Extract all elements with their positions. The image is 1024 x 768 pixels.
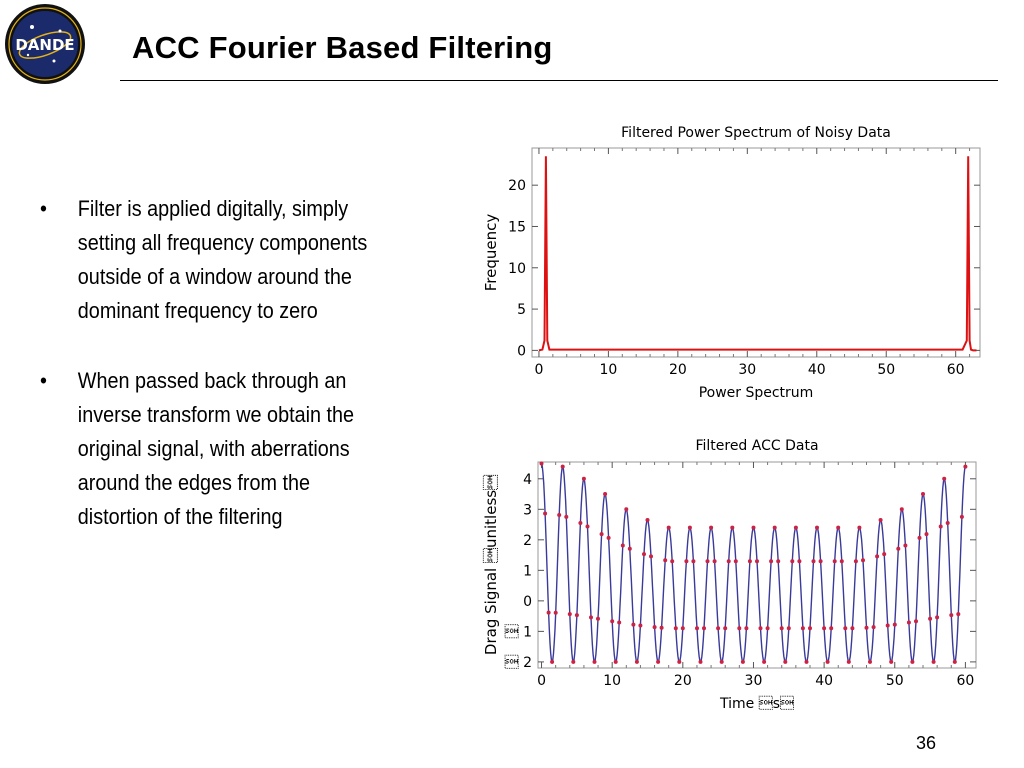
spectrum-series-line bbox=[539, 156, 977, 350]
x-tick-label: 10 bbox=[603, 673, 622, 689]
acc-data-point bbox=[787, 626, 791, 630]
y-tick-label: 4 bbox=[523, 471, 532, 488]
y-tick-label: 10 bbox=[508, 260, 526, 277]
acc-data-point bbox=[589, 615, 593, 619]
bullet-dot: • bbox=[40, 368, 47, 393]
acc-data-point bbox=[709, 526, 713, 530]
acc-data-point bbox=[684, 559, 688, 563]
page-number: 36 bbox=[916, 733, 937, 753]
x-tick-label: 20 bbox=[668, 362, 687, 378]
acc-data-point bbox=[635, 660, 639, 664]
x-tick-label: 0 bbox=[537, 673, 546, 689]
acc-data-point bbox=[688, 526, 692, 530]
acc-data-point bbox=[578, 521, 582, 525]
acc-data-point bbox=[723, 626, 727, 630]
x-tick-label: 50 bbox=[877, 362, 896, 378]
acc-data-point bbox=[716, 626, 720, 630]
x-tick-label: 60 bbox=[956, 673, 975, 689]
acc-data-point bbox=[776, 559, 780, 563]
acc-data-point bbox=[631, 623, 635, 627]
y-axis-label: Frequency bbox=[482, 213, 500, 292]
acc-data-point bbox=[677, 660, 681, 664]
acc-data-point bbox=[762, 660, 766, 664]
acc-data-point bbox=[833, 559, 837, 563]
acc-data-point bbox=[829, 626, 833, 630]
acc-data-point bbox=[840, 559, 844, 563]
acc-data-point bbox=[600, 532, 604, 536]
acc-data-point bbox=[621, 544, 625, 548]
acc-data-point bbox=[568, 612, 572, 616]
acc-data-point bbox=[557, 513, 561, 517]
acc-data-point bbox=[547, 611, 551, 615]
acc-data-point bbox=[554, 611, 558, 615]
acc-data-point bbox=[896, 547, 900, 551]
acc-data-point bbox=[886, 624, 890, 628]
acc-data-point bbox=[942, 477, 946, 481]
x-tick-label: 40 bbox=[815, 673, 834, 689]
acc-data-point bbox=[681, 626, 685, 630]
acc-data-point bbox=[918, 536, 922, 540]
acc-data-point bbox=[805, 660, 809, 664]
acc-data-point bbox=[847, 660, 851, 664]
acc-data-point bbox=[607, 536, 611, 540]
x-axis-label: Time s bbox=[719, 696, 795, 712]
acc-data-point bbox=[667, 526, 671, 530]
acc-data-point bbox=[960, 515, 964, 519]
acc-data-point bbox=[596, 617, 600, 621]
acc-data-point bbox=[646, 518, 650, 522]
acc-data-point bbox=[663, 558, 667, 562]
acc-data-point bbox=[617, 621, 621, 625]
acc-data-point bbox=[543, 512, 547, 516]
acc-data-point bbox=[893, 623, 897, 627]
acc-data-point bbox=[797, 559, 801, 563]
y-axis-label: Drag Signal unitless bbox=[482, 474, 500, 656]
acc-data-point bbox=[614, 660, 618, 664]
acc-data-point bbox=[949, 613, 953, 617]
acc-data-point bbox=[925, 532, 929, 536]
acc-data-point bbox=[932, 660, 936, 664]
acc-data-point bbox=[907, 621, 911, 625]
acc-data-point bbox=[819, 559, 823, 563]
acc-data-point bbox=[727, 559, 731, 563]
x-axis-label: Power Spectrum bbox=[698, 385, 814, 401]
acc-data-point bbox=[868, 660, 872, 664]
acc-data-point bbox=[783, 660, 787, 664]
acc-data-point bbox=[843, 626, 847, 630]
acc-data-point bbox=[713, 559, 717, 563]
acc-data-point bbox=[624, 507, 628, 511]
acc-data-point bbox=[910, 660, 914, 664]
acc-data-point bbox=[748, 559, 752, 563]
acc-data-point bbox=[801, 626, 805, 630]
acc-data-point bbox=[603, 492, 607, 496]
bullet-list bbox=[40, 192, 368, 570]
acc-data-point bbox=[561, 465, 565, 469]
acc-data-point bbox=[875, 554, 879, 558]
x-tick-label: 50 bbox=[885, 673, 904, 689]
title-divider bbox=[120, 80, 998, 81]
acc-data-point bbox=[956, 612, 960, 616]
acc-data-point bbox=[699, 660, 703, 664]
acc-data-point bbox=[946, 521, 950, 525]
acc-data-point bbox=[638, 624, 642, 628]
bullet-dot: • bbox=[40, 196, 47, 221]
acc-data-point bbox=[642, 552, 646, 556]
acc-data-point bbox=[737, 626, 741, 630]
y-tick-label: 3 bbox=[523, 502, 532, 519]
acc-data-point bbox=[889, 660, 893, 664]
x-tick-label: 40 bbox=[807, 362, 826, 378]
acc-data-point bbox=[914, 619, 918, 623]
chart-title: Filtered ACC Data bbox=[695, 438, 819, 454]
acc-data-point bbox=[963, 465, 967, 469]
acc-data-point bbox=[674, 626, 678, 630]
acc-data-point bbox=[935, 615, 939, 619]
acc-data-point bbox=[540, 462, 544, 466]
acc-data-point bbox=[879, 518, 883, 522]
acc-data-point bbox=[872, 625, 876, 629]
acc-data-point bbox=[903, 544, 907, 548]
bullet-item bbox=[40, 364, 393, 534]
bullet-text: Filter is applied digitally, simply setting all frequency components outside of a window around the dominant frequency to zero bbox=[77, 196, 368, 323]
slide-title: ACC Fourier Based Filtering bbox=[132, 30, 553, 65]
acc-data-point bbox=[900, 507, 904, 511]
y-tick-label: 5 bbox=[517, 302, 526, 319]
acc-data-point bbox=[575, 613, 579, 617]
acc-data-point bbox=[752, 526, 756, 530]
x-tick-label: 60 bbox=[946, 362, 965, 378]
acc-data-point bbox=[730, 526, 734, 530]
acc-data-point bbox=[759, 626, 763, 630]
x-tick-label: 30 bbox=[744, 673, 763, 689]
acc-data-point bbox=[720, 660, 724, 664]
acc-data-point bbox=[836, 526, 840, 530]
acc-data-point bbox=[695, 626, 699, 630]
acc-data-point bbox=[734, 559, 738, 563]
acc-data-point bbox=[882, 552, 886, 556]
dande-seal-icon bbox=[4, 3, 86, 85]
acc-data-point bbox=[702, 626, 706, 630]
bullet-text: When passed back through an inverse transform we obtain the original signal, with aberrations around the edges from the distortion of the filtering bbox=[77, 368, 355, 529]
acc-data-point bbox=[766, 626, 770, 630]
x-tick-label: 10 bbox=[599, 362, 618, 378]
acc-data-chart bbox=[470, 428, 1000, 724]
y-tick-label: 2 bbox=[523, 532, 532, 549]
acc-data-point bbox=[857, 526, 861, 530]
acc-data-point bbox=[582, 477, 586, 481]
dande-logo bbox=[4, 3, 86, 85]
acc-data-point bbox=[826, 660, 830, 664]
acc-data-point bbox=[741, 660, 745, 664]
acc-data-point bbox=[656, 660, 660, 664]
acc-data-point bbox=[921, 492, 925, 496]
acc-data-point bbox=[865, 626, 869, 630]
x-tick-label: 20 bbox=[673, 673, 692, 689]
acc-data-point bbox=[610, 619, 614, 623]
acc-data-point bbox=[755, 559, 759, 563]
acc-data-point bbox=[593, 660, 597, 664]
acc-data-point bbox=[670, 559, 674, 563]
acc-data-point bbox=[854, 559, 858, 563]
acc-data-point bbox=[812, 559, 816, 563]
acc-data-point bbox=[628, 547, 632, 551]
power-spectrum-chart bbox=[470, 112, 1000, 412]
acc-data-point bbox=[928, 617, 932, 621]
acc-data-point bbox=[653, 625, 657, 629]
y-tick-label:  2 bbox=[504, 654, 532, 671]
acc-data-point bbox=[822, 626, 826, 630]
acc-data-point bbox=[586, 525, 590, 529]
acc-data-point bbox=[550, 660, 554, 664]
acc-data-point bbox=[780, 626, 784, 630]
acc-data-point bbox=[571, 660, 575, 664]
acc-data-point bbox=[706, 559, 710, 563]
y-tick-label:  1 bbox=[504, 624, 532, 641]
logo-text: DANDE bbox=[15, 36, 75, 54]
acc-data-point bbox=[939, 525, 943, 529]
plot-frame bbox=[532, 148, 980, 357]
acc-data-point bbox=[861, 558, 865, 562]
x-tick-label: 30 bbox=[738, 362, 757, 378]
y-tick-label: 0 bbox=[523, 593, 532, 610]
acc-data-point bbox=[850, 626, 854, 630]
acc-data-point bbox=[773, 526, 777, 530]
acc-data-point bbox=[744, 626, 748, 630]
acc-data-point bbox=[953, 660, 957, 664]
acc-data-point bbox=[769, 559, 773, 563]
acc-data-point bbox=[564, 515, 568, 519]
x-tick-label: 0 bbox=[534, 362, 544, 378]
acc-data-point bbox=[649, 554, 653, 558]
acc-data-point bbox=[808, 626, 812, 630]
acc-data-point bbox=[815, 526, 819, 530]
acc-data-point bbox=[691, 559, 695, 563]
acc-data-point bbox=[790, 559, 794, 563]
y-tick-label: 0 bbox=[517, 343, 526, 360]
y-tick-label: 15 bbox=[508, 219, 526, 236]
y-tick-label: 1 bbox=[523, 563, 532, 580]
acc-data-point bbox=[660, 626, 664, 630]
y-tick-label: 20 bbox=[508, 178, 526, 195]
bullet-item bbox=[40, 192, 393, 328]
chart-title: Filtered Power Spectrum of Noisy Data bbox=[621, 125, 891, 141]
acc-data-point bbox=[794, 526, 798, 530]
